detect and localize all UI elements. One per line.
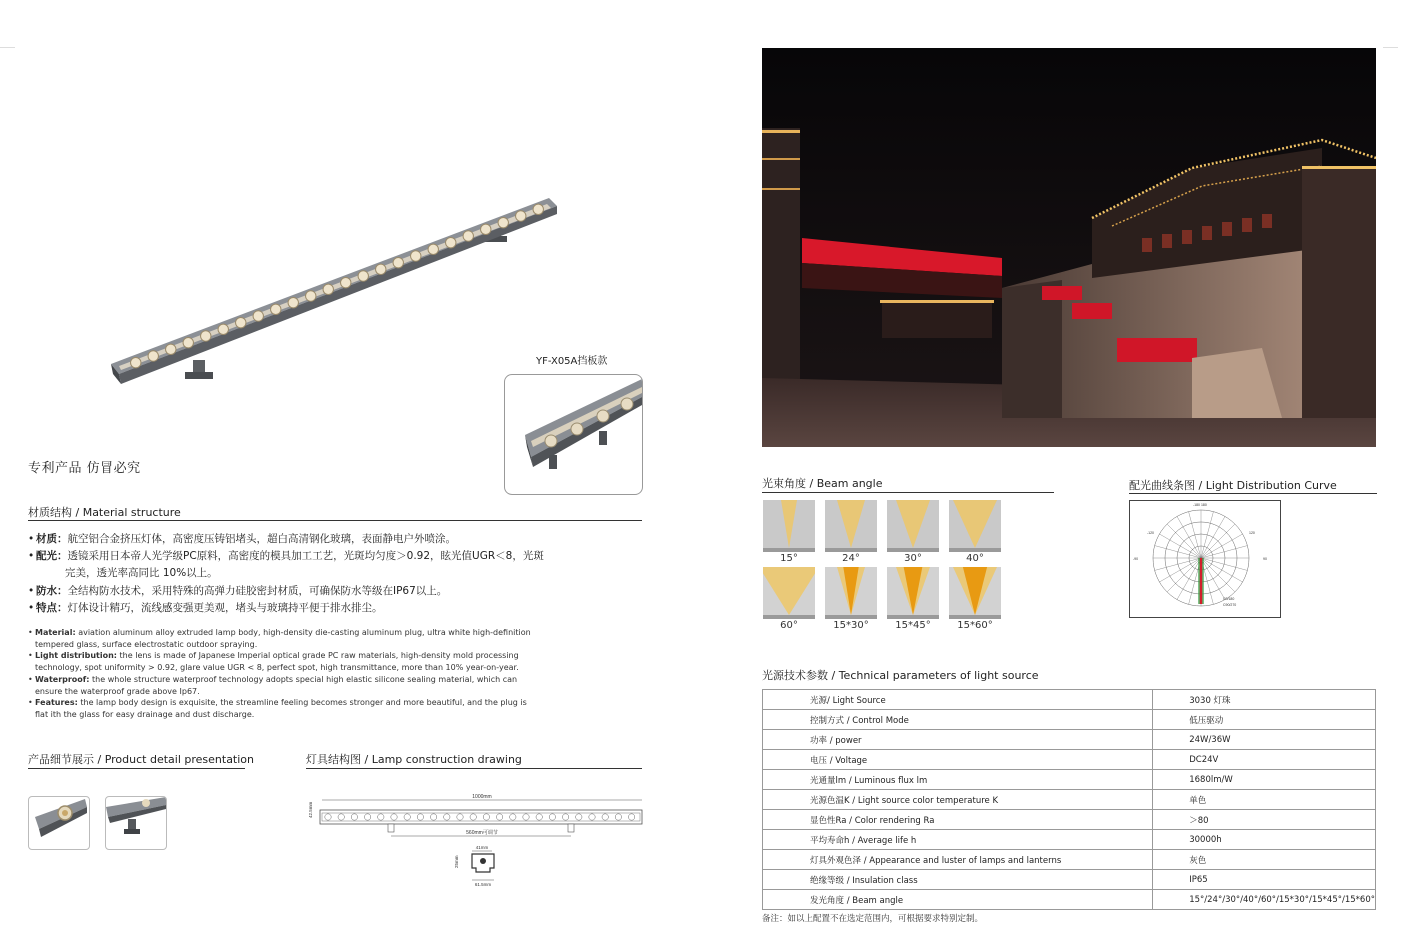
feature-key: 配光 xyxy=(36,550,57,563)
drawing-led xyxy=(576,814,582,820)
param-value: 灰色 xyxy=(1153,850,1376,870)
lamp-product-image xyxy=(105,188,565,398)
divider xyxy=(28,768,245,769)
table-row xyxy=(763,870,1376,890)
curve-section-title: 配光曲线条图 / Light Distribution Curve xyxy=(1129,479,1337,492)
beam-angle-label: 15*45° xyxy=(895,620,931,631)
param-label: 平均寿命h / Average life h xyxy=(763,830,1153,850)
drawing-led xyxy=(364,814,370,820)
led-bead xyxy=(306,291,316,301)
feature-key: 材质 xyxy=(36,533,57,545)
beam-angle-label: 60° xyxy=(780,620,798,631)
list-item: • 特点 ： 灯体设计精巧，流线感变强更美观，堵头与玻璃持平便于排水排尘。 xyxy=(28,600,548,617)
material-section-title: 材质结构 / Material structure xyxy=(28,506,181,519)
drawing-led xyxy=(391,814,397,820)
list-item: • 材质 ： 航空铝合金挤压灯体，高密度压铸铝堵头，超白高清钢化玻璃，表面静电户外喷涂。 xyxy=(28,531,548,548)
feature-text: 全结构防水技术，采用特殊的高弹力硅胶密封材质，可确保防水等级在IP67以上。 xyxy=(67,584,448,597)
drawing-section-title: 灯具结构图 / Lamp construction drawing xyxy=(306,753,522,766)
list-item: • 配光 ： 透镜采用日本帝人光学级PC原料，高密度的模具加工工艺，光斑均匀度＞0.92，眩光值UGR＜8，光斑 完美，透光率高同比 10%以上。 xyxy=(28,548,548,582)
dim-mount: 560mm可调节 xyxy=(466,830,498,836)
feature-key: Light distribution: xyxy=(35,651,117,661)
model-label: YF-X05A挡板款 xyxy=(536,356,608,367)
param-value: DC24V xyxy=(1153,750,1376,770)
led-bead xyxy=(533,204,543,214)
table-row xyxy=(763,730,1376,750)
led-bead xyxy=(481,224,491,234)
beam-angle-image xyxy=(949,567,1001,619)
param-value: 1680lm/W xyxy=(1153,770,1376,790)
light-distribution-curve xyxy=(1129,500,1281,618)
beam-angle-label: 40° xyxy=(966,553,984,564)
list-item: • 防水 ： 全结构防水技术，采用特殊的高弹力硅胶密封材质，可确保防水等级在IP67以上。 xyxy=(28,583,548,600)
drawing-led xyxy=(430,814,436,820)
beam-angle-label: 30° xyxy=(904,553,922,564)
led-bead xyxy=(323,284,333,294)
beam-angle-label: 15*60° xyxy=(957,620,993,631)
led-bead xyxy=(498,217,508,227)
feature-text: 航空铝合金挤压灯体，高密度压铸铝堵头，超白高清钢化玻璃，表面静电户外喷涂。 xyxy=(67,533,456,545)
drawing-led xyxy=(602,814,608,820)
param-value: ＞80 xyxy=(1153,810,1376,830)
param-value: 15°/24°/30°/40°/60°/15*30°/15*45°/15*60° xyxy=(1153,890,1376,910)
param-label: 光通量lm / Luminous flux lm xyxy=(763,770,1153,790)
features-cn-list xyxy=(28,531,548,617)
drawing-led xyxy=(589,814,595,820)
construction-drawing xyxy=(306,790,646,890)
param-label: 绝缘等级 / Insulation class xyxy=(763,870,1153,890)
list-item: • Light distribution: the lens is made of Japanese Imperial optical grade PC raw materials, high-density mold processing technology, spot uniformity > 0.92, glare value UGR < 8, perfect spot, high transmittance, more than 10% year-on-year. xyxy=(28,651,519,673)
param-label: 控制方式 / Control Mode xyxy=(763,710,1153,730)
drawing-led xyxy=(628,814,634,820)
led-bead xyxy=(201,331,211,341)
table-row xyxy=(763,790,1376,810)
model-variant-image xyxy=(504,374,643,495)
led-bead xyxy=(218,324,228,334)
param-value: 24W/36W xyxy=(1153,730,1376,750)
led-bead xyxy=(166,344,176,354)
led-bead xyxy=(411,251,421,261)
beam-angle-label: 24° xyxy=(842,553,860,564)
divider xyxy=(306,768,642,769)
feature-key: Material: xyxy=(35,628,76,637)
drawing-led xyxy=(615,814,621,820)
table-row xyxy=(763,710,1376,730)
dim-section-height: 25mm xyxy=(454,855,459,868)
params-section-title: 光源技术参数 / Technical parameters of light source xyxy=(762,669,1039,682)
params-table xyxy=(762,689,1376,910)
param-value: 3030 灯珠 xyxy=(1153,690,1376,710)
led-bead xyxy=(131,357,141,367)
drawing-led xyxy=(523,814,529,820)
beam-angle-image xyxy=(887,567,939,619)
param-label: 显色性Ra / Color rendering Ra xyxy=(763,810,1153,830)
list-item: • Waterproof: the whole structure waterproof technology adopts special high elastic silicone sealing material, which can ensure the waterproof grade above Ip67. xyxy=(28,674,518,696)
drawing-led xyxy=(404,814,410,820)
feature-text: 透镜采用日本帝人光学级PC原料，高密度的模具加工工艺，光斑均匀度＞0.92，眩光值UGR＜8，光斑 xyxy=(67,550,544,563)
beam-angle-image xyxy=(825,500,877,552)
drawing-led xyxy=(417,814,423,820)
feature-text: 灯体设计精巧，流线感变强更美观，堵头与玻璃持平便于排水排尘。 xyxy=(67,601,383,614)
led-bead xyxy=(288,297,298,307)
param-value: IP65 xyxy=(1153,870,1376,890)
drawing-led xyxy=(483,814,489,820)
svg-text:90: 90 xyxy=(1263,557,1267,561)
param-value: 30000h xyxy=(1153,830,1376,850)
led-bead xyxy=(446,237,456,247)
feature-key: Waterproof: xyxy=(35,674,90,684)
led-bead xyxy=(376,264,386,274)
feature-key: Features: xyxy=(35,698,78,708)
svg-text:C90/270: C90/270 xyxy=(1223,603,1237,607)
beam-section-title: 光束角度 / Beam angle xyxy=(762,477,883,490)
detail-thumbnail xyxy=(28,796,90,850)
led-bead xyxy=(253,311,263,321)
svg-text:-180 180: -180 180 xyxy=(1193,503,1207,507)
application-night-photo xyxy=(762,48,1376,447)
led-bead xyxy=(428,244,438,254)
led-bead xyxy=(516,211,526,221)
feature-text: aviation aluminum alloy extruded lamp body, high-density die-casting aluminum plug, ultra white high-definition tempered glass, surface electrostatic outdoor spraying. xyxy=(35,628,531,649)
drawing-led xyxy=(510,814,516,820)
feature-text: the whole structure waterproof technology adopts special high elastic silicone sealing material, which can ensure the waterproof grade above Ip67. xyxy=(35,674,518,696)
drawing-led xyxy=(562,814,568,820)
svg-text:120: 120 xyxy=(1249,531,1255,535)
drawing-led xyxy=(444,814,450,820)
detail-thumbnail xyxy=(105,796,167,850)
divider xyxy=(1129,493,1377,494)
feature-text: the lamp body design is exquisite, the streamline feeling becomes stronger and more beautiful, and the plug is flat ith the glass for easy drainage and dust discharge. xyxy=(35,698,527,719)
table-row xyxy=(763,750,1376,770)
dim-height: 42.5mm xyxy=(308,801,313,818)
feature-text: the lens is made of Japanese Imperial optical grade PC raw materials, high-density mold processing technology, spot uniformity > 0.92, glare value UGR < 8, perfect spot, high transmittance, more than 10% year-on-year. xyxy=(35,651,519,673)
drawing-led xyxy=(351,814,357,820)
led-bead xyxy=(183,337,193,347)
drawing-led xyxy=(378,814,384,820)
features-en-list xyxy=(28,627,538,721)
param-label: 灯具外观色泽 / Appearance and luster of lamps and lanterns xyxy=(763,850,1153,870)
beam-angle-image xyxy=(825,567,877,619)
list-item: • Features: the lamp body design is exquisite, the streamline feeling becomes stronger and more beautiful, and the plug is flat ith the glass for easy drainage and dust discharge. xyxy=(28,698,527,719)
param-label: 光源色温K / Light source color temperature K xyxy=(763,790,1153,810)
param-value: 低压驱动 xyxy=(1153,710,1376,730)
led-bead xyxy=(271,304,281,314)
table-row xyxy=(763,830,1376,850)
drawing-led xyxy=(325,814,331,820)
param-label: 电压 / Voltage xyxy=(763,750,1153,770)
param-label: 光源/ Light Source xyxy=(763,690,1153,710)
drawing-led xyxy=(496,814,502,820)
feature-key: 防水 xyxy=(36,584,57,597)
feature-key: 特点 xyxy=(36,601,57,614)
feature-text-continued: 完美，透光率高同比 10%以上。 xyxy=(65,567,218,580)
led-bead xyxy=(341,277,351,287)
list-item: • Material: aviation aluminum alloy extruded lamp body, high-density die-casting aluminum plug, ultra white high-definition tempered glass, surface electrostatic outdoor spraying. xyxy=(28,628,531,649)
param-value: 单色 xyxy=(1153,790,1376,810)
table-row xyxy=(763,850,1376,870)
detail-section-title: 产品细节展示 / Product detail presentation xyxy=(28,753,254,766)
drawing-led xyxy=(470,814,476,820)
param-label: 功率 / power xyxy=(763,730,1153,750)
table-row xyxy=(763,890,1376,910)
led-bead xyxy=(393,257,403,267)
beam-angle-image xyxy=(763,500,815,552)
beam-angle-image xyxy=(887,500,939,552)
dim-length: 1000mm xyxy=(472,794,492,800)
footnote: 备注：如以上配置不在选定范围内，可根据要求特别定制。 xyxy=(762,914,984,924)
table-row xyxy=(763,810,1376,830)
svg-text:-90: -90 xyxy=(1133,557,1139,561)
drawing-led xyxy=(457,814,463,820)
led-bead xyxy=(148,351,158,361)
beam-angle-image xyxy=(763,567,815,619)
drawing-led xyxy=(549,814,555,820)
led-bead xyxy=(463,231,473,241)
divider xyxy=(28,520,642,521)
divider xyxy=(762,492,1054,493)
drawing-led xyxy=(338,814,344,820)
dim-section-base: 61.5mm xyxy=(474,882,492,887)
svg-text:-120: -120 xyxy=(1147,531,1155,535)
dim-section-width: 41mm xyxy=(475,845,489,850)
drawing-led xyxy=(536,814,542,820)
table-row xyxy=(763,770,1376,790)
beam-angle-image xyxy=(949,500,1001,552)
beam-angle-label: 15*30° xyxy=(833,620,869,631)
led-bead xyxy=(358,271,368,281)
beam-angle-label: 15° xyxy=(780,553,798,564)
table-row xyxy=(763,690,1376,710)
slogan: 专利产品 仿冒必究 xyxy=(28,461,141,476)
svg-text:C0/180: C0/180 xyxy=(1223,597,1235,601)
param-label: 发光角度 / Beam angle xyxy=(763,890,1153,910)
led-bead xyxy=(236,317,246,327)
